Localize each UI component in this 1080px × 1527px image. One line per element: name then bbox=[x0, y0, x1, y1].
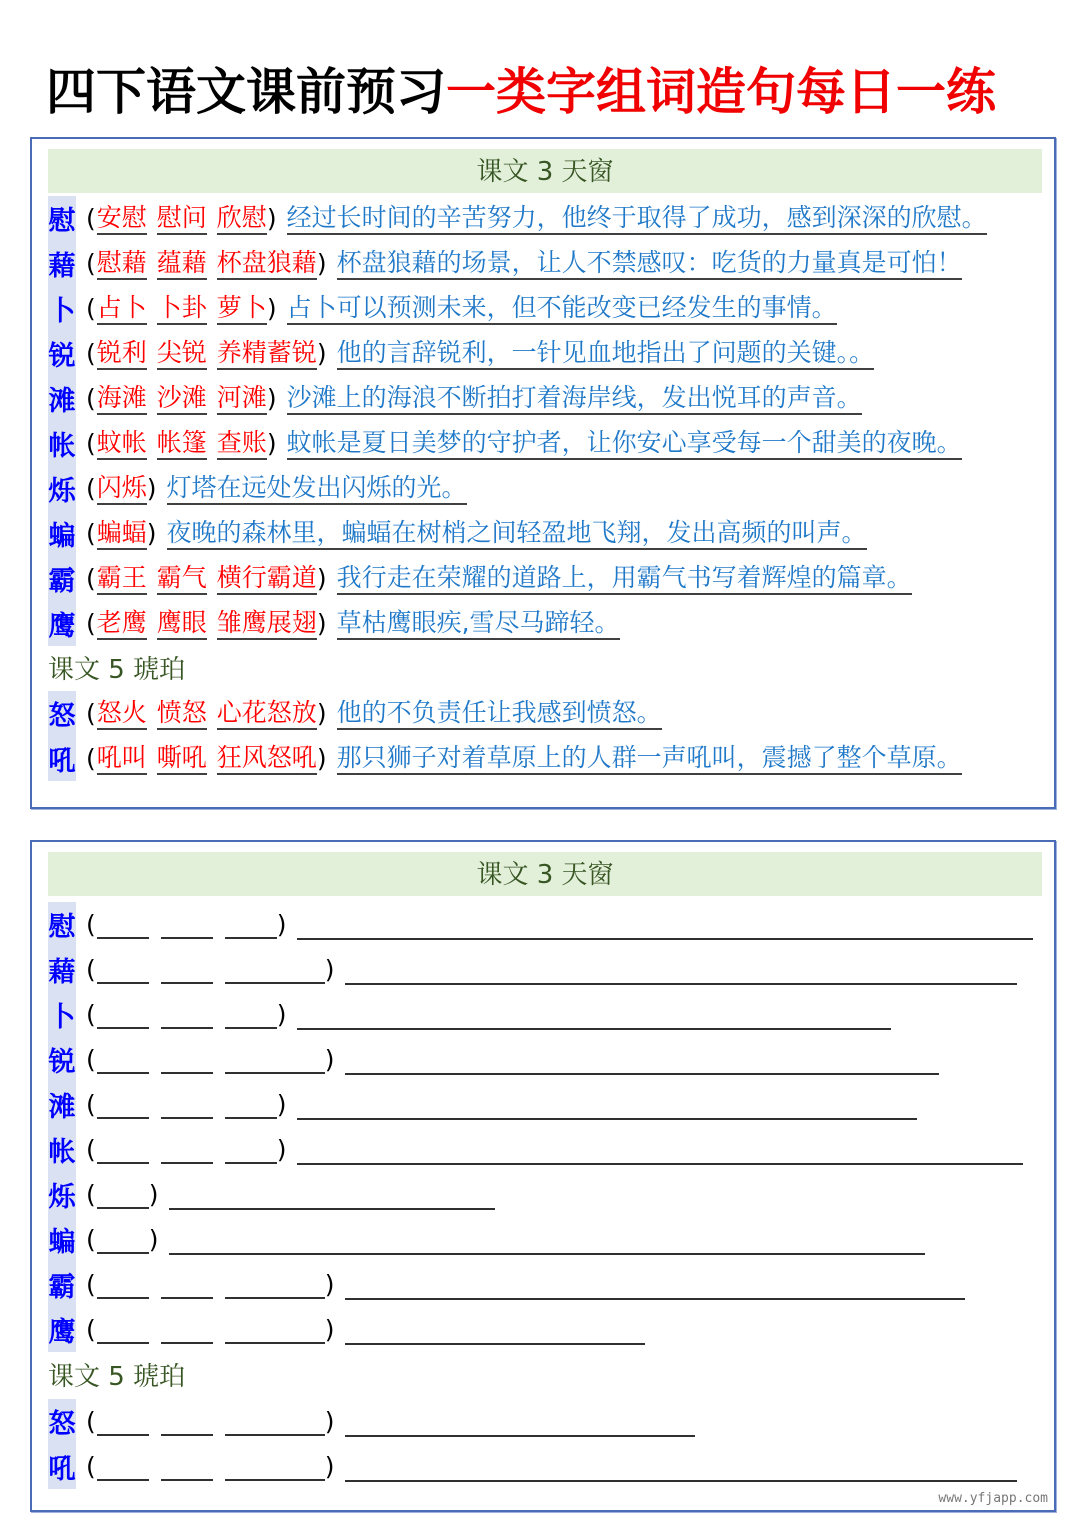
practice-row bbox=[48, 992, 891, 1037]
paren-open: ( bbox=[86, 1180, 96, 1209]
target-char: 卜 bbox=[48, 286, 76, 331]
word-blank[interactable] bbox=[97, 956, 149, 984]
paren-open: ( bbox=[86, 1225, 96, 1254]
word: 闪烁 bbox=[97, 473, 147, 505]
word-blank[interactable] bbox=[97, 1181, 149, 1209]
paren-close: ) bbox=[146, 519, 157, 548]
example-sentence: 杯盘狼藉的场景，让人不禁感叹：吃货的力量真是可怕！ bbox=[337, 248, 962, 280]
sentence-blank[interactable] bbox=[297, 1135, 1023, 1165]
word: 萝卜 bbox=[217, 293, 267, 325]
paren-close: ) bbox=[276, 1000, 287, 1029]
target-char: 帐 bbox=[48, 1127, 76, 1172]
word: 雏鹰展翅 bbox=[217, 608, 317, 640]
word-blank[interactable] bbox=[97, 1271, 149, 1299]
answer-row bbox=[48, 601, 620, 646]
word-blank[interactable] bbox=[225, 1316, 325, 1344]
paren-close: ) bbox=[324, 1407, 335, 1436]
paren-close: ) bbox=[316, 564, 327, 593]
paren-open: ( bbox=[86, 1407, 96, 1436]
paren-close: ) bbox=[316, 249, 327, 278]
word-blank[interactable] bbox=[161, 1136, 213, 1164]
word: 慰问 bbox=[157, 203, 207, 235]
word-blank[interactable] bbox=[161, 1091, 213, 1119]
example-sentence: 沙滩上的海浪不断拍打着海岸线，发出悦耳的声音。 bbox=[287, 383, 862, 415]
lesson3-header: 课文 3 天窗 bbox=[48, 149, 1042, 193]
answer-row bbox=[48, 421, 962, 466]
example-sentence: 占卜可以预测未来，但不能改变已经发生的事情。 bbox=[287, 293, 837, 325]
word: 霸王 bbox=[97, 563, 147, 595]
word: 慰藉 bbox=[97, 248, 147, 280]
word-blank[interactable] bbox=[225, 1046, 325, 1074]
paren-close: ) bbox=[266, 429, 277, 458]
practice-row bbox=[48, 1444, 1017, 1489]
target-char: 烁 bbox=[48, 466, 76, 511]
word: 心花怒放 bbox=[217, 698, 317, 730]
word: 海滩 bbox=[97, 383, 147, 415]
sentence-blank[interactable] bbox=[345, 1315, 645, 1345]
watermark: www.yfjapp.com bbox=[938, 1491, 1048, 1506]
practice-row bbox=[48, 1082, 917, 1127]
target-char: 藉 bbox=[48, 947, 76, 992]
paren-close: ) bbox=[276, 1090, 287, 1119]
paren-open: ( bbox=[86, 429, 96, 458]
sentence-blank[interactable] bbox=[297, 910, 1033, 940]
paren-close: ) bbox=[324, 1270, 335, 1299]
paren-close: ) bbox=[316, 699, 327, 728]
paren-open: ( bbox=[86, 609, 96, 638]
word-blank[interactable] bbox=[225, 1271, 325, 1299]
word-blank[interactable] bbox=[225, 956, 325, 984]
example-sentence: 灯塔在远处发出闪烁的光。 bbox=[167, 473, 467, 505]
answer-row bbox=[48, 511, 867, 556]
word: 查账 bbox=[217, 428, 267, 460]
paren-open: ( bbox=[86, 339, 96, 368]
word-blank[interactable] bbox=[97, 1453, 149, 1481]
answer-row bbox=[48, 466, 467, 511]
target-char: 霸 bbox=[48, 556, 76, 601]
word: 怒火 bbox=[97, 698, 147, 730]
sentence-blank[interactable] bbox=[297, 1090, 917, 1120]
paren-open: ( bbox=[86, 294, 96, 323]
word: 帐篷 bbox=[157, 428, 207, 460]
word-blank[interactable] bbox=[225, 911, 277, 939]
word: 霸气 bbox=[157, 563, 207, 595]
paren-open: ( bbox=[86, 955, 96, 984]
target-char: 帐 bbox=[48, 421, 76, 466]
word-blank[interactable] bbox=[97, 1091, 149, 1119]
target-char: 慰 bbox=[48, 196, 76, 241]
paren-open: ( bbox=[86, 564, 96, 593]
answer-sheet bbox=[30, 137, 1056, 809]
target-char: 蝙 bbox=[48, 1217, 76, 1262]
paren-close: ) bbox=[316, 744, 327, 773]
paren-open: ( bbox=[86, 204, 96, 233]
answer-row bbox=[48, 196, 987, 241]
paren-close: ) bbox=[266, 384, 277, 413]
word-blank[interactable] bbox=[97, 1408, 149, 1436]
example-sentence: 我行走在荣耀的道路上，用霸气书写着辉煌的篇章。 bbox=[337, 563, 912, 595]
target-char: 锐 bbox=[48, 1037, 76, 1082]
title-highlight: 一类字组词造句每日一练 bbox=[446, 63, 996, 121]
practice-row bbox=[48, 1172, 495, 1217]
word-blank[interactable] bbox=[161, 1408, 213, 1436]
sentence-blank[interactable] bbox=[345, 1452, 1017, 1482]
word-blank[interactable] bbox=[225, 1091, 277, 1119]
paren-open: ( bbox=[86, 1090, 96, 1119]
word: 锐利 bbox=[97, 338, 147, 370]
lesson3-header: 课文 3 天窗 bbox=[48, 852, 1042, 896]
word: 蚊帐 bbox=[97, 428, 147, 460]
paren-open: ( bbox=[86, 474, 96, 503]
word-blank[interactable] bbox=[225, 1001, 277, 1029]
word: 蕴藉 bbox=[157, 248, 207, 280]
word-blank[interactable] bbox=[161, 1316, 213, 1344]
word-blank[interactable] bbox=[161, 1001, 213, 1029]
example-sentence: 夜晚的森林里，蝙蝠在树梢之间轻盈地飞翔，发出高频的叫声。 bbox=[167, 518, 867, 550]
paren-close: ) bbox=[324, 1315, 335, 1344]
sentence-blank[interactable] bbox=[345, 955, 1017, 985]
practice-row bbox=[48, 1037, 939, 1082]
target-char: 蝙 bbox=[48, 511, 76, 556]
sentence-blank[interactable] bbox=[169, 1180, 495, 1210]
target-char: 烁 bbox=[48, 1172, 76, 1217]
sentence-blank[interactable] bbox=[169, 1225, 925, 1255]
paren-open: ( bbox=[86, 1315, 96, 1344]
target-char: 滩 bbox=[48, 1082, 76, 1127]
target-char: 卜 bbox=[48, 992, 76, 1037]
word-blank[interactable] bbox=[97, 911, 149, 939]
target-char: 吼 bbox=[48, 736, 76, 781]
answer-row bbox=[48, 331, 874, 376]
word: 横行霸道 bbox=[217, 563, 317, 595]
word: 鹰眼 bbox=[157, 608, 207, 640]
paren-open: ( bbox=[86, 1270, 96, 1299]
practice-row bbox=[48, 1127, 1023, 1172]
example-sentence: 他的不负责任让我感到愤怒。 bbox=[337, 698, 662, 730]
target-char: 滩 bbox=[48, 376, 76, 421]
target-char: 怒 bbox=[48, 1399, 76, 1444]
page-title bbox=[46, 56, 996, 120]
paren-close: ) bbox=[316, 609, 327, 638]
paren-open: ( bbox=[86, 519, 96, 548]
target-char: 鹰 bbox=[48, 601, 76, 646]
paren-open: ( bbox=[86, 249, 96, 278]
word: 尖锐 bbox=[157, 338, 207, 370]
practice-sheet bbox=[30, 840, 1056, 1512]
answer-row bbox=[48, 241, 962, 286]
paren-open: ( bbox=[86, 699, 96, 728]
target-char: 慰 bbox=[48, 902, 76, 947]
word-blank[interactable] bbox=[97, 1046, 149, 1074]
practice-row bbox=[48, 902, 1033, 947]
word: 欣慰 bbox=[217, 203, 267, 235]
word: 占卜 bbox=[97, 293, 147, 325]
example-sentence: 草枯鹰眼疾,雪尽马蹄轻。 bbox=[337, 608, 620, 640]
target-char: 锐 bbox=[48, 331, 76, 376]
paren-open: ( bbox=[86, 1045, 96, 1074]
word-blank[interactable] bbox=[97, 1001, 149, 1029]
target-char: 藉 bbox=[48, 241, 76, 286]
lesson5-header: 课文 5 琥珀 bbox=[48, 1362, 186, 1392]
example-sentence: 蚊帐是夏日美梦的守护者，让你安心享受每一个甜美的夜晚。 bbox=[287, 428, 962, 460]
practice-row bbox=[48, 1217, 925, 1262]
word: 安慰 bbox=[97, 203, 147, 235]
word-blank[interactable] bbox=[97, 1316, 149, 1344]
example-sentence: 经过长时间的辛苦努力，他终于取得了成功，感到深深的欣慰。 bbox=[287, 203, 987, 235]
word-blank[interactable] bbox=[161, 956, 213, 984]
title-main: 四下语文课前预习 bbox=[46, 62, 446, 121]
answer-row bbox=[48, 556, 912, 601]
paren-close: ) bbox=[324, 955, 335, 984]
paren-close: ) bbox=[324, 1045, 335, 1074]
example-sentence: 那只狮子对着草原上的人群一声吼叫，震撼了整个草原。 bbox=[337, 743, 962, 775]
target-char: 怒 bbox=[48, 691, 76, 736]
paren-open: ( bbox=[86, 384, 96, 413]
word: 蝙蝠 bbox=[97, 518, 147, 550]
sentence-blank[interactable] bbox=[345, 1407, 695, 1437]
paren-close: ) bbox=[148, 1180, 159, 1209]
sentence-blank[interactable] bbox=[297, 1000, 891, 1030]
word: 吼叫 bbox=[97, 743, 147, 775]
example-sentence: 他的言辞锐利，一针见血地指出了问题的关键。。 bbox=[337, 338, 875, 370]
paren-open: ( bbox=[86, 1000, 96, 1029]
sentence-blank[interactable] bbox=[345, 1045, 939, 1075]
paren-close: ) bbox=[148, 1225, 159, 1254]
word-blank[interactable] bbox=[161, 911, 213, 939]
paren-close: ) bbox=[276, 1135, 287, 1164]
word-blank[interactable] bbox=[161, 1453, 213, 1481]
paren-close: ) bbox=[266, 204, 277, 233]
word-blank[interactable] bbox=[97, 1226, 149, 1254]
paren-close: ) bbox=[146, 474, 157, 503]
practice-row bbox=[48, 1399, 695, 1444]
practice-row bbox=[48, 947, 1017, 992]
word-blank[interactable] bbox=[161, 1046, 213, 1074]
word: 河滩 bbox=[217, 383, 267, 415]
practice-row bbox=[48, 1307, 645, 1352]
paren-open: ( bbox=[86, 1452, 96, 1481]
paren-close: ) bbox=[324, 1452, 335, 1481]
practice-row bbox=[48, 1262, 965, 1307]
word: 养精蓄锐 bbox=[217, 338, 317, 370]
paren-open: ( bbox=[86, 744, 96, 773]
target-char: 霸 bbox=[48, 1262, 76, 1307]
answer-row bbox=[48, 691, 662, 736]
word: 嘶吼 bbox=[157, 743, 207, 775]
word: 杯盘狼藉 bbox=[217, 248, 317, 280]
word-blank[interactable] bbox=[225, 1408, 325, 1436]
sentence-blank[interactable] bbox=[345, 1270, 965, 1300]
word: 狂风怒吼 bbox=[217, 743, 317, 775]
lesson5-header: 课文 5 琥珀 bbox=[48, 655, 186, 685]
target-char: 吼 bbox=[48, 1444, 76, 1489]
word-blank[interactable] bbox=[225, 1136, 277, 1164]
word-blank[interactable] bbox=[97, 1136, 149, 1164]
word: 老鹰 bbox=[97, 608, 147, 640]
word: 卜卦 bbox=[157, 293, 207, 325]
target-char: 鹰 bbox=[48, 1307, 76, 1352]
answer-row bbox=[48, 736, 962, 781]
paren-close: ) bbox=[276, 910, 287, 939]
paren-open: ( bbox=[86, 1135, 96, 1164]
answer-row bbox=[48, 376, 862, 421]
paren-open: ( bbox=[86, 910, 96, 939]
paren-close: ) bbox=[316, 339, 327, 368]
word: 愤怒 bbox=[157, 698, 207, 730]
word-blank[interactable] bbox=[225, 1453, 325, 1481]
answer-row bbox=[48, 286, 837, 331]
word: 沙滩 bbox=[157, 383, 207, 415]
paren-close: ) bbox=[266, 294, 277, 323]
word-blank[interactable] bbox=[161, 1271, 213, 1299]
